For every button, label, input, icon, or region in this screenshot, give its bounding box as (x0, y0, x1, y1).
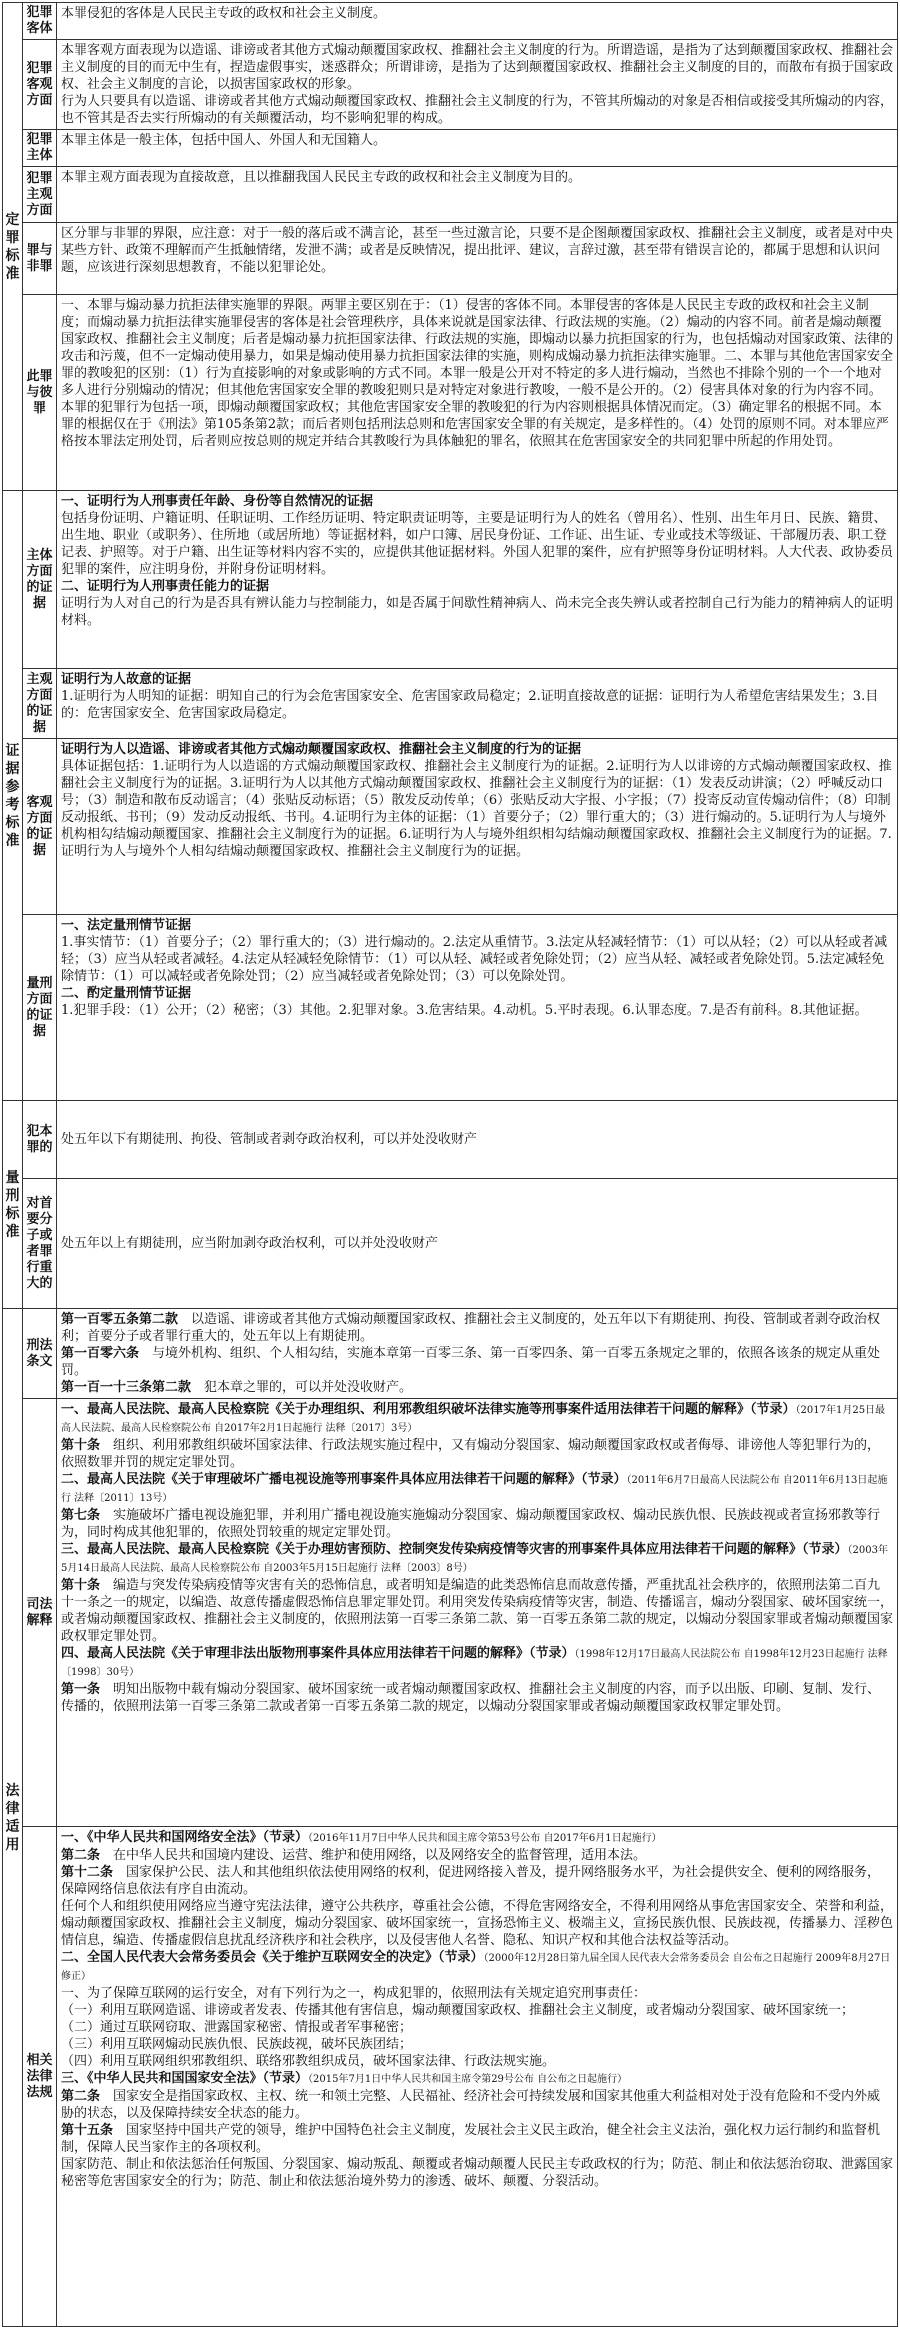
interpretation-item (61, 1541, 893, 1577)
article-number: 第十条 (61, 1578, 101, 1593)
row-label-subjective-evidence: 主观方面的证据 (23, 669, 57, 739)
this-vs-other-crime-text: 一、本罪与煽动暴力抗拒法律实施罪的界限。两罪主要区别在于：（1）侵害的客体不同。本罪侵害的客体是人民民主专政的政权和社会主义制度；而煽动暴力抗拒法律实施罪侵害的客体是社会管理秩序，具体来说就是国家法律、行政法规的实施。（2）煽动的内容不同。前者是煽动颠覆国家政权、推翻社会主义制度；后者是煽动暴力抗拒国家法律、行政法规的实施，即煽动以暴力抗拒国家的行为，也包括煽动对国家政策、法律的攻击和污蔑，但不一定煽动使用暴力，如果是煽动使用暴力抗拒国家法律的实施，则构成煽动暴力抗拒法律实施罪。二、本罪与其他危害国家安全罪的教唆犯的区别：（1）行为直接影响的对象或影响的方式不同。本罪一般是公开对不特定的多人进行煽动，当然也不排除个别的一个一个地对多人进行分别煽动的情况；但其他危害国家安全罪的教唆犯则只是对特定对象进行教唆，一般不是公开的。（2）侵害具体对象的行为内容不同。本罪的犯罪行为包括一项，即煽动颠覆国家政权；其他危害国家安全罪的教唆犯的行为内容则根据具体情况而定。（3）确定罪名的根据不同。本罪的根据仅在于《刑法》第105条第2款；而后者则包括刑法总则和危害国家安全罪的有关规定，是多样性的。（4）处罚的原则不同。对本罪应严格按本罪法定刑处罚，后者则应按总则的规定并结合其教唆行为具体触犯的罪名，依照其在危害国家安全的共同犯罪中所起的作用处罚。 (57, 295, 898, 491)
law-source: （2015年7月1日中华人民共和国主席令第29号公布 自公布之日起施行） (308, 2074, 628, 2085)
subject-text: 本罪主体是一般主体，包括中国人、外国人和无国籍人。 (57, 130, 898, 167)
article-item (61, 1345, 893, 1379)
subject-evidence-text: 证明行为人对自己的行为是否具有辨认能力与控制能力，如是否属于间歇性精神病人、尚未完全丧失辨认或者控制自己行为能力的精神病人的证明材料。 (61, 596, 894, 628)
objective-evidence-cell (57, 739, 898, 915)
article-number: 第一百零六条 (61, 1346, 140, 1361)
article-text: （三）利用互联网煽动民族仇恨、民族歧视，破坏民族团结； (61, 2037, 413, 2052)
objective-evidence-text: 具体证据包括：1.证明行为人以造谣的方式煽动颠覆国家政权、推翻社会主义制度行为的证据。2.证明行为人以诽谤的方式煽动颠覆国家政权、推翻社会主义制度行为的证据。3.证明行为人以其他方式煽动颠覆国家政权、推翻社会主义制度行为的证据：（1）发表反动讲演；（2）呼喊反动口号；（3）制造和散布反动谣言；（4）张贴反动标语；（5）散发反动传单；（6）张贴反动大字报、小字报；（7）投寄反动宣传煽动信件；（8）印制反动报纸、书刊；（9）发动反动报纸、书刊。4.证明行为主体的证据：（1）首要分子；（2）罪行重大的；（3）进行煽动的。5.证明行为人与境外机构相勾结煽动颠覆国家、推翻社会主义制度行为的证据。6.证明行为人与境外组织相勾结煽动颠覆国家政权、推翻社会主义制度行为的证据。7.证明行为人与境外个人相勾结煽动颠覆国家政权、推翻社会主义制度行为的证据。 (61, 759, 892, 859)
article-text: 编造与突发传染病疫情等灾害有关的恐怖信息，或者明知是编造的此类恐怖信息而故意传播，严重扰乱社会秩序的，依照刑法第二百九十一条之一的规定，以编造、故意传播虚假恐怖信息罪定罪处罚。利用突发传染病疫情等灾害，制造、传播谣言，煽动分裂国家、破坏国家统一，或者煽动颠覆国家政权、推翻社会主义制度的，依照刑法第一百零三条第二款、第一百零五条第二款的规定，以煽动分裂国家罪或者煽动颠覆国家政权罪定罪处罚。 (61, 1578, 894, 1644)
interpretation-source: （2017年1月25日最高人民法院、最高人民检察院公布 自2017年2月1日起施行 法释〔2017〕3号） (61, 1405, 886, 1434)
interpretation-title: 三、最高人民法院、最高人民检察院《关于办理妨害预防、控制突发传染病疫情等灾害的刑事案件具体应用法律若干问题的解释》（节录） (61, 1542, 848, 1557)
row-label-objective-evidence: 客观方面的证据 (23, 739, 57, 915)
interpretation-title: 一、最高人民法院、最高人民检察院《关于办理组织、利用邪教组织破坏法律实施等刑事案件适用法律若干问题的解释》（节录） (61, 1402, 796, 1417)
article-number: 第十二条 (61, 1865, 114, 1880)
row-label-subject: 犯罪主体 (23, 130, 57, 167)
category-law-application: 法律适用 (3, 1309, 23, 2327)
row-label-subjective: 犯罪主观方面 (23, 167, 57, 223)
subject-evidence-heading: 一、证明行为人刑事责任年龄、身份等自然情况的证据 (61, 494, 374, 509)
article-number: 第二条 (61, 1848, 101, 1863)
row-label-subject-evidence: 主体方面的证据 (23, 491, 57, 669)
sentencing-evidence-cell (57, 915, 898, 1101)
objective-cell (57, 40, 898, 130)
row-label-related-laws: 相关法律法规 (23, 1827, 57, 2327)
article-number: 第十五条 (61, 2123, 114, 2138)
interpretation-source: （1998年12月17日最高人民法院公布 自1998年12月23日起施行 法释〔1998〕30号） (61, 1649, 888, 1678)
sentencing-evidence-heading: 二、酌定量刑情节证据 (61, 986, 192, 1001)
article-text: （一）利用互联网造谣、诽谤或者发表、传播其他有害信息，煽动颠覆国家政权、推翻社会主义制度，或者煽动分裂国家、破坏国家统一； (61, 2003, 855, 2018)
interpretation-source: （2003年5月14日最高人民法院、最高人民检察院公布 自2003年5月15日起施行 法释〔2003〕8号） (61, 1545, 888, 1574)
article-text: 犯本章之罪的，可以并处没收财产。 (204, 1380, 413, 1395)
row-label-crime-vs-noncrime: 罪与非罪 (23, 223, 57, 295)
subject-evidence-heading: 二、证明行为人刑事责任能力的证据 (61, 579, 270, 594)
article-number: 第一百一十三条第二款 (61, 1380, 192, 1395)
article-text: 以造谣、诽谤或者其他方式煽动颠覆国家政权、推翻社会主义制度的，处五年以下有期徒刑、拘役、管制或者剥夺政治权利；首要分子或者罪行重大的，处五年以上有期徒刑。 (61, 1312, 881, 1344)
category-sentencing-standard: 量刑标准 (3, 1101, 23, 1309)
interpretation-title: 四、最高人民法院《关于审理非法出版物刑事案件具体应用法律若干问题的解释》（节录） (61, 1646, 575, 1661)
row-label-criminal-law: 刑法条文 (23, 1309, 57, 1399)
law-title: 一、《中华人民共和国网络安全法》（节录） (61, 1830, 309, 1845)
judicial-interpretation-cell (57, 1399, 898, 1827)
law-source: （2016年11月7日中华人民共和国主席令第53号公布 自2017年6月1日起施行） (308, 1833, 662, 1844)
article-number: 第二条 (61, 2089, 101, 2104)
subject-evidence-cell (57, 491, 898, 669)
sentencing-evidence-text: 1.事实情节：（1）首要分子；（2）罪行重大的；（3）进行煽动的。2.法定从重情节。3.法定从轻减轻情节：（1）可以从轻；（2）可以从轻或者减轻；（3）应当从轻或者减轻。4.法定从轻减轻免除情节：（1）可以从轻、减轻或者免除处罚；（2）应当从轻、减轻或者免除处罚。5.法定减轻免除情节：（1）可以减轻或者免除处罚；（2）应当减轻或者免除处罚；（3）可以免除处罚。 (61, 935, 888, 984)
law-item (61, 1829, 893, 1847)
interpretation-item (61, 1471, 893, 1507)
article-text: 任何个人和组织使用网络应当遵守宪法法律，遵守公共秩序，尊重社会公德，不得危害网络安全，不得利用网络从事危害国家安全、荣誉和利益，煽动颠覆国家政权、推翻社会主义制度，煽动分裂国家、破坏国家统一，宣扬恐怖主义、极端主义，宣扬民族仇恨、民族歧视，传播暴力、淫秽色情信息，编造、传播虚假信息扰乱经济秩序和社会秩序，以及侵害他人名誉、隐私、知识产权和其他合法权益等活动。 (61, 1899, 894, 1948)
article-text: 一、为了保障互联网的运行安全，对有下列行为之一，构成犯罪的，依照刑法有关规定追究刑事责任： (61, 1986, 647, 2001)
criminal-law-cell (57, 1309, 898, 1399)
law-title: 二、全国人民代表大会常务委员会《关于维护互联网安全的决定》（节录） (61, 1950, 484, 1965)
article-item (61, 1379, 893, 1396)
crime-vs-noncrime-text: 区分罪与非罪的界限，应注意：对于一般的落后或不满言论，甚至一些过激言论，只要不是企图颠覆国家政权、推翻社会主义制度，或者是对中央某些方针、政策不理解而产生抵触情绪，发泄不满；或者是反映情况，提出批评、建议，言辞过激，甚至带有错误言论的，都属于思想和认识问题，应该进行深刻思想教育，不能以犯罪论处。 (57, 223, 898, 295)
subjective-evidence-cell (57, 669, 898, 739)
article-text: 国家保护公民、法人和其他组织依法使用网络的权利，促进网络接入普及，提升网络服务水平，为社会提供安全、便利的网络服务，保障网络信息依法有序自由流动。 (61, 1865, 881, 1897)
law-item (61, 2070, 893, 2088)
row-label-this-crime: 犯本罪的 (23, 1101, 57, 1179)
article-text: 国家安全是指国家政权、主权、统一和领土完整、人民福祉、经济社会可持续发展和国家其他重大利益相对处于没有危险和不受内外威胁的状态，以及保障持续安全状态的能力。 (61, 2089, 881, 2121)
subjective-evidence-heading: 证明行为人故意的证据 (61, 672, 192, 687)
objective-evidence-heading: 证明行为人以造谣、诽谤或者其他方式煽动颠覆国家政权、推翻社会主义制度的行为的证据 (61, 742, 582, 757)
subjective-text: 本罪主观方面表现为直接故意，且以推翻我国人民民主专政的政权和社会主义制度为目的。 (57, 167, 898, 223)
row-label-judicial-interpretation: 司法解释 (23, 1399, 57, 1827)
law-source: （2000年12月28日第九届全国人民代表大会常务委员会 自公布之日起施行 2009年8月27日修正） (61, 1953, 891, 1982)
law-item (61, 1949, 893, 1985)
subject-evidence-text: 包括身份证明、户籍证明、任职证明、工作经历证明、特定职责证明等，主要是证明行为人的姓名（曾用名）、性别、出生年月日、民族、籍贯、出生地、职业（或职务）、住所地（或居所地）等证据材料，如户口簿、居民身份证、工作证、出生证、专业或技术等级证、干部履历表、职工登记表、护照等。对于户籍、出生证等材料内容不实的，应提供其他证据材料。外国人犯罪的案件，应有护照等身份证明材料。人大代表、政协委员犯罪的案件，应注明身份，并附身份证明材料。 (61, 511, 894, 577)
objective-para: 本罪客观方面表现为以造谣、诽谤或者其他方式煽动颠覆国家政权、推翻社会主义制度的行为。所谓造谣，是指为了达到颠覆国家政权、推翻社会主义制度的目的而无中生有，捏造虚假事实，迷惑群众；所谓诽谤，是指为了达到颠覆国家政权、推翻社会主义制度的目的，而散布有损于国家政权、社会主义制度的言论，以损害国家政权的形象。 (61, 43, 894, 92)
article-number: 第一百零五条第二款 (61, 1312, 179, 1327)
row-label-objective: 犯罪客观方面 (23, 40, 57, 130)
interpretation-title: 二、最高人民法院《关于审理破坏广播电视设施等刑事案件具体应用法律若干问题的解释》（节录） (61, 1472, 627, 1487)
interpretation-item (61, 1645, 893, 1681)
interpretation-item (61, 1401, 893, 1437)
row-label-sentencing-evidence: 量刑方面的证据 (23, 915, 57, 1101)
article-number: 第一条 (61, 1682, 101, 1697)
article-text: 组织、利用邪教组织破坏国家法律、行政法规实施过程中，又有煽动分裂国家、煽动颠覆国家政权或者侮辱、诽谤他人等犯罪行为的，依照数罪并罚的规定定罪处罚。 (61, 1438, 881, 1470)
article-text: 在中华人民共和国境内建设、运营、维护和使用网络，以及网络安全的监督管理，适用本法。 (113, 1848, 647, 1863)
sentence-aggravated-text: 处五年以上有期徒刑，应当附加剥夺政治权利，可以并处没收财产 (57, 1179, 898, 1309)
article-text: 与境外机构、组织、个人相勾结，实施本章第一百零三条、第一百零四条、第一百零五条规定之罪的，依照各该条的规定从重处罚。 (61, 1346, 881, 1378)
sentence-basic-text: 处五年以下有期徒刑、拘役、管制或者剥夺政治权利，可以并处没收财产 (57, 1101, 898, 1179)
article-number: 第十条 (61, 1438, 101, 1453)
category-conviction-standard: 定罪标准 (3, 3, 23, 491)
article-text: （二）通过互联网窃取、泄露国家秘密、情报或者军事秘密； (61, 2020, 413, 2035)
article-number: 第七条 (61, 1508, 101, 1523)
object-text: 本罪侵犯的客体是人民民主专政的政权和社会主义制度。 (57, 3, 898, 40)
category-evidence-standard: 证据参考标准 (3, 491, 23, 1101)
sentencing-evidence-heading: 一、法定量刑情节证据 (61, 918, 192, 933)
row-label-object: 犯罪客体 (23, 3, 57, 40)
row-label-ringleader: 对首要分子或者罪行重大的 (23, 1179, 57, 1309)
article-text: （四）利用互联网组织邪教组织、联络邪教组织成员，破坏国家法律、行政法规实施。 (61, 2054, 556, 2069)
sentencing-evidence-text: 1.犯罪手段：（1）公开；（2）秘密；（3）其他。2.犯罪对象。3.危害结果。4.动机。5.平时表现。6.认罪态度。7.是否有前科。8.其他证据。 (61, 1003, 868, 1018)
objective-para: 行为人只要具有以造谣、诽谤或者其他方式煽动颠覆国家政权、推翻社会主义制度的行为，不管其所煽动的对象是否相信或接受其所煽动的内容，也不管其是否去实行所煽动的有关颠覆活动，均不影响犯罪的构成。 (61, 94, 894, 126)
legal-standard-table (2, 2, 898, 2327)
subjective-evidence-text: 1.证明行为人明知的证据：明知自己的行为会危害国家安全、危害国家政局稳定；2.证明直接故意的证据：证明行为人希望危害结果发生；3.目的：危害国家安全、危害国家政局稳定。 (61, 689, 879, 721)
article-item (61, 1311, 893, 1345)
article-text: 实施破坏广播电视设施犯罪，并利用广播电视设施实施煽动分裂国家、煽动颠覆国家政权、煽动民族仇恨、民族歧视或者宣扬邪教等行为，同时构成其他犯罪的，依照处罚较重的规定定罪处罚。 (61, 1508, 881, 1540)
row-label-this-vs-other-crime: 此罪与彼罪 (23, 295, 57, 491)
interpretation-source: （2011年6月7日最高人民法院公布 自2011年6月13日起施行 法释〔2011〕13号） (61, 1475, 888, 1504)
article-text: 国家坚持中国共产党的领导，维护中国特色社会主义制度，发展社会主义民主政治，健全社会主义法治，强化权力运行制约和监督机制，保障人民当家作主的各项权利。 (61, 2123, 881, 2155)
article-text: 国家防范、制止和依法惩治任何叛国、分裂国家、煽动叛乱、颠覆或者煽动颠覆人民民主专政政权的行为；防范、制止和依法惩治窃取、泄露国家秘密等危害国家安全的行为；防范、制止和依法惩治境外势力的渗透、破坏、颠覆、分裂活动。 (61, 2157, 894, 2189)
article-text: 明知出版物中载有煽动分裂国家、破坏国家统一或者煽动颠覆国家政权、推翻社会主义制度的内容，而予以出版、印刷、复制、发行、传播的，依照刑法第一百零三条第二款或者第一百零五条第二款的规定，以煽动分裂国家罪或者煽动颠覆国家政权罪定罪处罚。 (61, 1682, 881, 1714)
law-title: 三、《中华人民共和国国家安全法》（节录） (61, 2071, 309, 2086)
